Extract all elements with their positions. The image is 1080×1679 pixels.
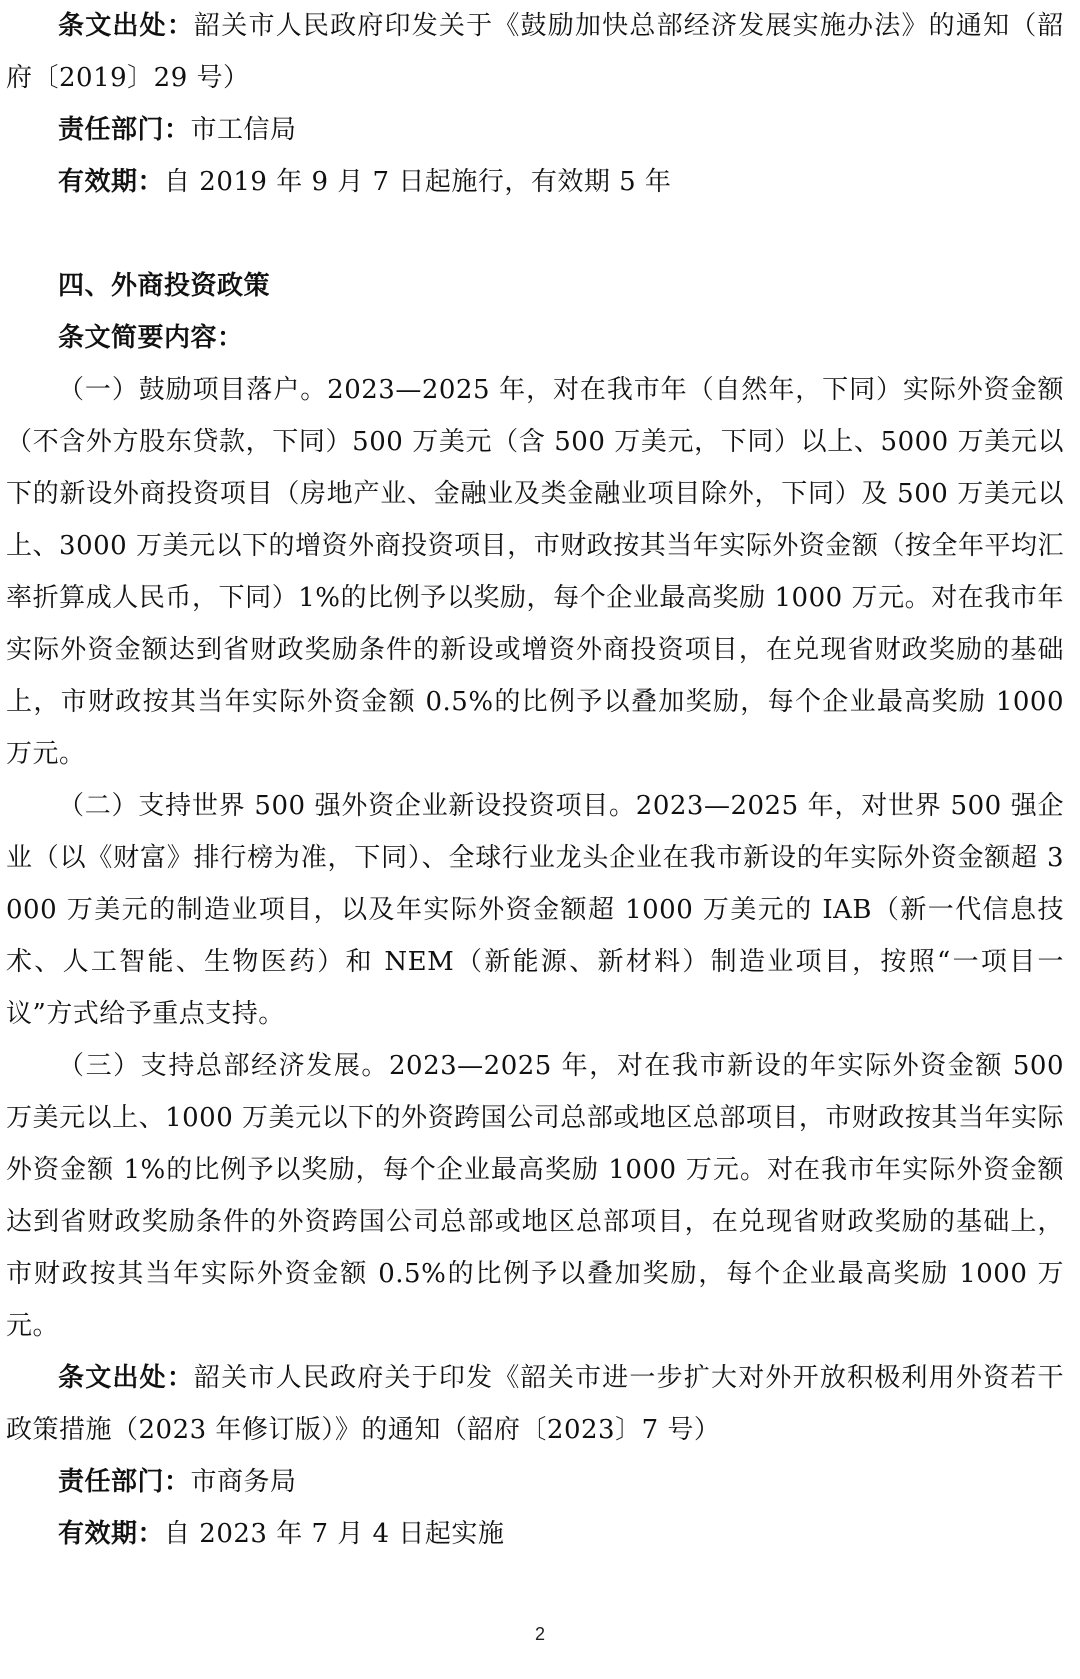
document-body: [6, 0, 1064, 1560]
prev-dept-text: 市工信局: [190, 115, 297, 145]
page-number: 2: [534, 1624, 545, 1644]
validity-label: 有效期：: [58, 1519, 165, 1549]
prev-source-label: 条文出处：: [58, 11, 195, 41]
prev-dept-label: 责任部门：: [58, 115, 191, 145]
prev-validity-label: 有效期：: [58, 167, 165, 197]
validity-text: 自 2023 年 7 月 4 日起实施: [164, 1519, 505, 1549]
prev-source-text: 韶关市人民政府印发关于《鼓励加快总部经济发展实施办法》的通知（韶府〔2019〕29 号）: [6, 11, 1064, 93]
source-text: 韶关市人民政府关于印发《韶关市进一步扩大对外开放积极利用外资若干政策措施（2023 年修订版）》的通知（韶府〔2023〕7 号）: [6, 1363, 1064, 1445]
section-heading: 四、外商投资政策: [58, 271, 271, 301]
prev-validity-text: 自 2019 年 9 月 7 日起施行，有效期 5 年: [164, 167, 672, 197]
dept-text: 市商务局: [190, 1467, 297, 1497]
dept-label: 责任部门：: [58, 1467, 191, 1497]
summary-label: 条文简要内容：: [58, 323, 244, 353]
prev-validity-paragraph: [6, 156, 1064, 208]
policy-item-1: （一）鼓励项目落户。2023—2025 年，对在我市年（自然年，下同）实际外资金额（不含外方股东贷款，下同）500 万美元（含 500 万美元，下同）以上、5000 万美元以下的新设外商投资项目（房地产业、金融业及类金融业项目除外，下同）及 500 万美元以上、3000 万美元以下的增资外商投资项目，市财政按其当年实际外资金额（按全年平均汇率折算成人民币，下同）1%的比例予以奖励，每个企业最高奖励 1000 万元。对在我市年实际外资金额达到省财政奖励条件的新设或增资外商投资项目，在兑现省财政奖励的基础上，市财政按其当年实际外资金额 0.5%的比例予以叠加奖励，每个企业最高奖励 1000 万元。: [6, 375, 1064, 769]
dept-paragraph: [6, 1456, 1064, 1508]
section-gap: [6, 208, 1064, 260]
prev-source-paragraph: [6, 0, 1064, 104]
source-label: 条文出处：: [58, 1363, 195, 1393]
policy-item-3: （三）支持总部经济发展。2023—2025 年，对在我市新设的年实际外资金额 500 万美元以上、1000 万美元以下的外资跨国公司总部或地区总部项目，市财政按其当年实际外资金额 1%的比例予以奖励，每个企业最高奖励 1000 万元。对在我市年实际外资金额达到省财政奖励条件的外资跨国公司总部或地区总部项目，在兑现省财政奖励的基础上，市财政按其当年实际外资金额 0.5%的比例予以叠加奖励，每个企业最高奖励 1000 万元。: [6, 1051, 1064, 1341]
prev-dept-paragraph: [6, 104, 1064, 156]
validity-paragraph: [6, 1508, 1064, 1560]
policy-item-2: （二）支持世界 500 强外资企业新设投资项目。2023—2025 年，对世界 500 强企业（以《财富》排行榜为准，下同）、全球行业龙头企业在我市新设的年实际外资金额超 3000 万美元的制造业项目，以及年实际外资金额超 1000 万美元的 IAB（新一代信息技术、人工智能、生物医药）和 NEM（新能源、新材料）制造业项目，按照“一项目一议”方式给予重点支持。: [6, 791, 1064, 1029]
source-paragraph: [6, 1352, 1064, 1456]
